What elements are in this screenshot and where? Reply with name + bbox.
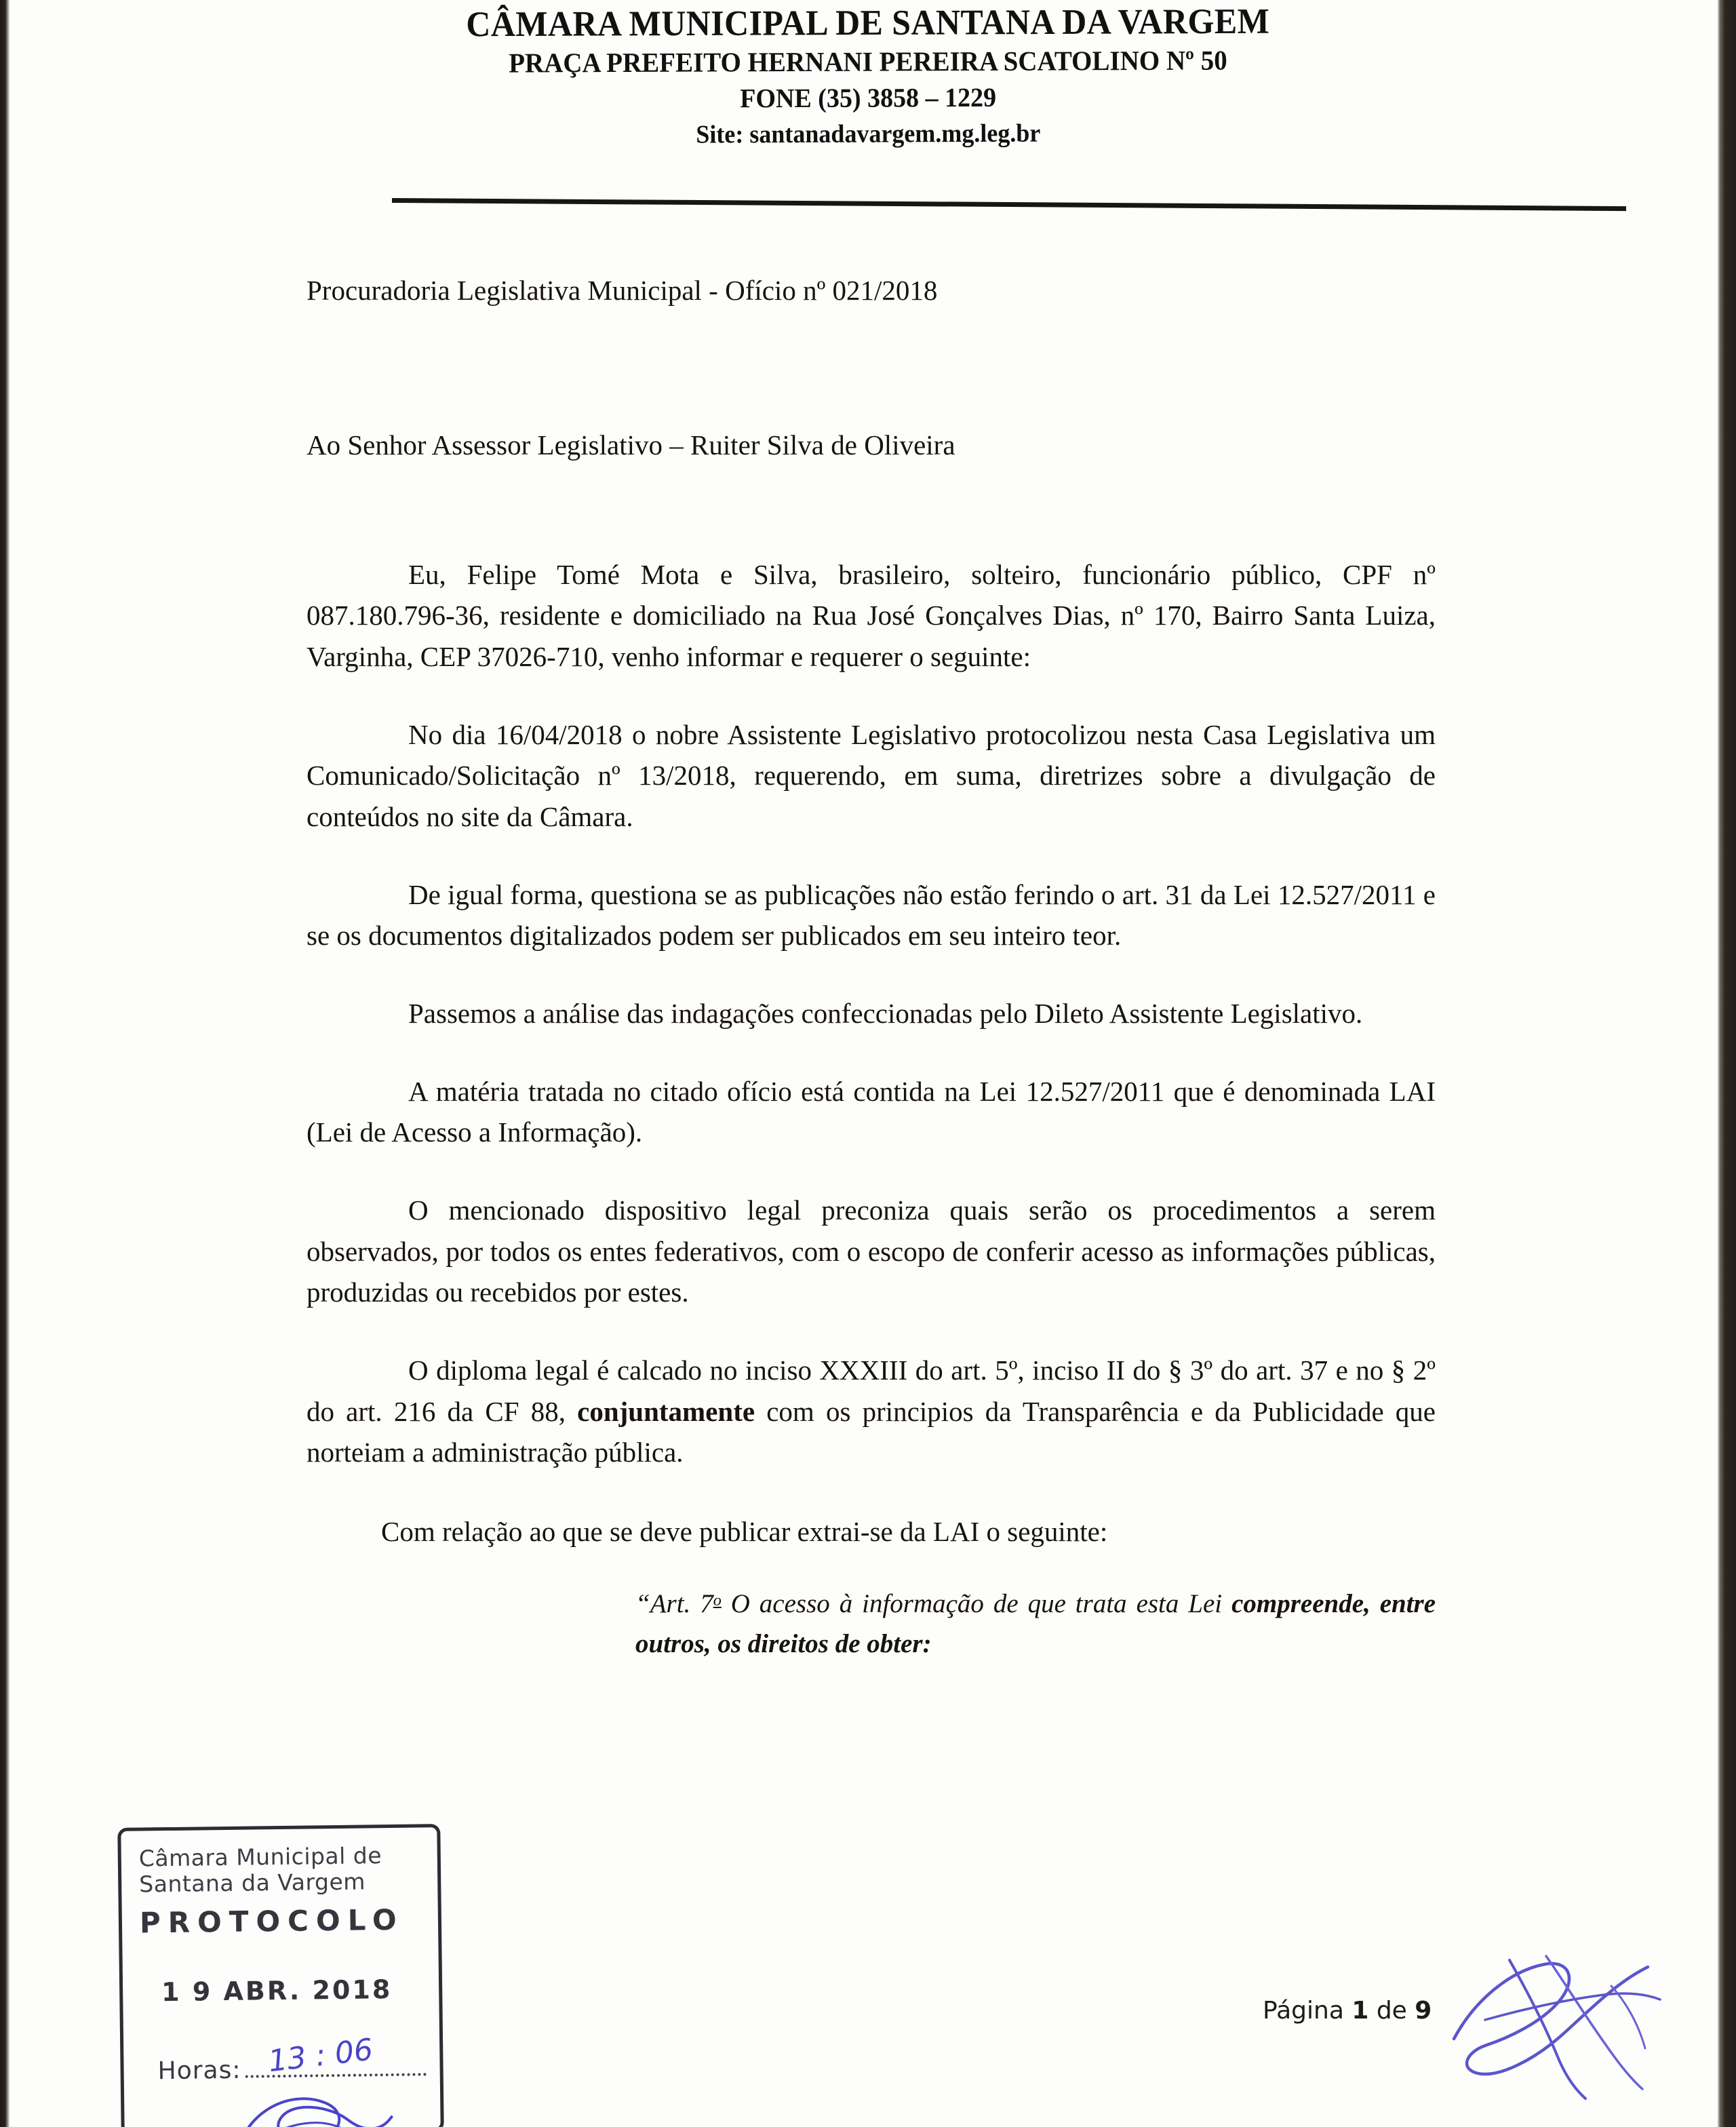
stamp-date: 1 9 ABR. 2018 [161,1974,393,2007]
stamp-hours-handwritten-value: 13 : 06 [266,2031,375,2079]
letterhead-site: Site: santanadavargem.mg.leg.br [696,119,1041,149]
stamp-hours-label: Horas: [157,2056,241,2085]
stamp-organization-line1: Câmara Municipal de [138,1842,382,1872]
stamp-hours-dotted-line [245,2031,427,2079]
document-reference: Procuradoria Legislativa Municipal - Ofício nº 021/2018 [307,275,938,306]
letterhead [0,0,1736,152]
paragraph-procedures: O mencionado dispositivo legal preconiza quais serão os procedimentos a serem observados, por todos os entes federativos, com o escopo de conferir acesso as informações públicas, produzidas ou recebidos por estes. [307,1194,1436,1308]
diploma-bold-word: conjuntamente [577,1395,755,1427]
protocol-stamp-content [121,1827,440,2085]
stamp-title: PROTOCOLO [139,1902,404,1940]
diploma-text-after: com os principios da Transparência e da Publicidade que norteiam a administração pública. [307,1395,1436,1468]
handwritten-signature [1444,1953,1668,2109]
paragraph-protocol-history: No dia 16/04/2018 o nobre Assistente Legislativo protocolizou nesta Casa Legislativa um Comunicado/Solicitação nº 13/2018, requerendo, em suma, diretrizes sobre a divulgação de conteúdos no site da Câmara. [307,718,1436,832]
paragraph-quote-lead-in: Com relação ao que se deve publicar extrai-se da LAI o seguinte: [381,1515,1108,1547]
paragraph-lai-reference: A matéria tratada no citado ofício está contida na Lei 12.527/2011 que é denominada LAI (Lei de Acesso a Informação). [307,1075,1436,1148]
paragraph-question-art31: De igual forma, questiona se as publicações não estão ferindo o art. 31 da Lei 12.527/2011 e se os documentos digitalizados podem ser publicados em seu inteiro teor. [307,878,1436,952]
quote-bold-text: compreende, entre outros, os direitos de obter: [635,1589,1436,1658]
page-current-number: 1 [1352,1997,1369,2025]
paragraph-constitutional-basis [307,1313,1436,1473]
letterhead-phone: FONE (35) 3858 – 1229 [740,82,997,114]
page-total-number: 9 [1415,1997,1432,2025]
letterhead-address: PRAÇA PREFEITO HERNANI PEREIRA SCATOLINO Nº 50 [509,45,1227,79]
scan-edge-artifact-right [1718,0,1736,2127]
quote-ordinal-marker: o [713,1591,722,1610]
document-addressee: Ao Senhor Assessor Legislativo – Ruiter Silva de Oliveira [307,429,955,461]
paragraph-analysis-intro: Passemos a análise das indagações confeccionadas pelo Dileto Assistente Legislativo. [408,997,1363,1029]
stamp-organization [139,1842,425,1898]
protocol-stamp [117,1824,444,2127]
document-body [307,265,1436,1664]
scan-edge-artifact-left [0,0,9,2127]
letterhead-divider [392,198,1626,211]
quote-article-label: “Art. 7 [635,1589,713,1619]
letterhead-organization: CÂMARA MUNICIPAL DE SANTANA DA VARGEM [466,1,1270,44]
page-middle-label: de [1368,1997,1415,2025]
quote-italic-text: O acesso à informação de que trata esta Lei [721,1589,1232,1619]
page-number-footer [1263,1997,1432,2025]
page-prefix-label: Página [1263,1997,1352,2025]
legal-quote-block [307,1552,1436,1664]
stamp-organization-line2: Santana da Vargem [139,1868,366,1898]
stamp-signature-scribble-icon [239,2077,396,2127]
diploma-text-before: O diploma legal é calcado no inciso XXXIII do art. 5º, inciso II do § 3º do art. 37 e no § 2º do art. 216 da CF 88, [307,1354,1436,1427]
paragraph-identification: Eu, Felipe Tomé Mota e Silva, brasileiro, solteiro, funcionário público, CPF nº 087.180.796-36, residente e domiciliado na Rua José Gonçalves Dias, nº 170, Bairro Santa Luiza, Varginha, CEP 37026-710, venho informar e requerer o seguinte: [307,558,1436,672]
